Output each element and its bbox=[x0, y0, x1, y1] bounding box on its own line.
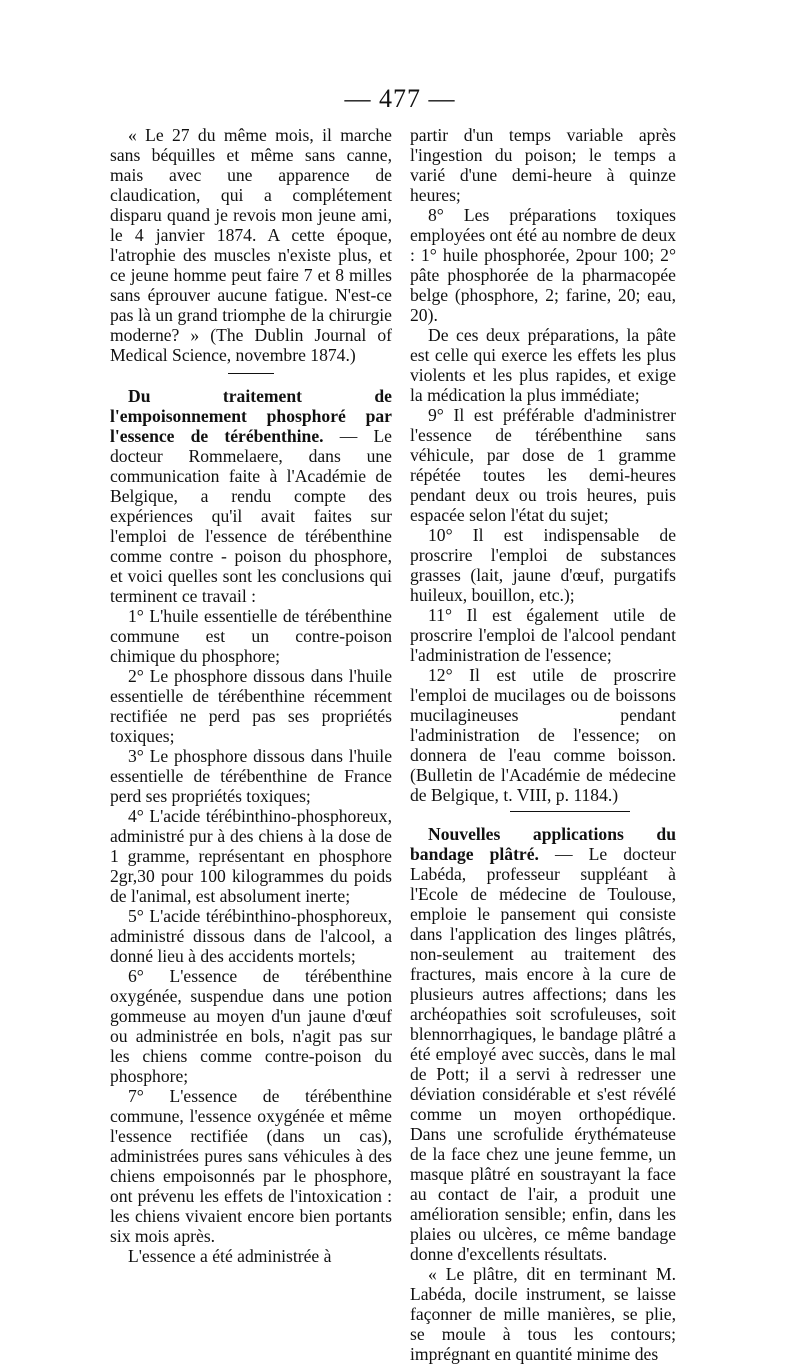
conclusion-item-1: 1° L'huile essentielle de térébenthine commune est un contre-poison chimique du phosphore; bbox=[110, 606, 392, 666]
paragraph-continued: partir d'un temps variable après l'ingestion du poison; le temps a varié d'une demi-heure à quinze heures; bbox=[410, 125, 676, 205]
section-terebenthine bbox=[110, 386, 392, 606]
conclusion-item-11: 11° Il est également utile de proscrire l'emploi de l'alcool pendant l'administration de l'essence; bbox=[410, 605, 676, 665]
conclusion-item-4: 4° L'acide térébinthino-phosphoreux, administré pur à des chiens à la dose de 1 gramme, représentant en phosphore 2gr,30 pour 100 kilogrammes du poids de l'animal, est absolument inerte; bbox=[110, 806, 392, 906]
conclusion-item-5: 5° L'acide térébinthino-phosphoreux, administré dissous dans de l'alcool, a donné lieu à des accidents mortels; bbox=[110, 906, 392, 966]
paragraph-case-report-end: « Le 27 du même mois, il marche sans béquilles et même sans canne, mais avec une apparence de claudication, qui a complétement disparu quand je revois mon jeune ami, le 4 janvier 1874. A cette époque, l'atrophie des muscles n'existe plus, et ce jeune homme peut faire 7 et 8 milles sans éprouver aucune fatigue. N'est-ce pas là un grand triomphe de la chirurgie moderne? » (The Dublin Journal of Medical Science, novembre 1874.) bbox=[110, 125, 392, 365]
section-intro-bandage: — Le docteur Labéda, professeur suppléant à l'Ecole de médecine de Toulouse, emploie le pansement qui consiste dans l'application des linges plâtrés, non-seulement au traitement des fractures, mais encore à la cure de plusieurs autres affections; dans les archéopathies soit scrofuleuses, soit blennorrhagiques, le bandage plâtré a été employé avec succès, dans le mal de Pott; il a servi à redresser une déviation considérable et s'est révélé comme un moyen orthopédique. Dans une scrofulide érythémateuse de la face chez une jeune femme, un masque plâtré en soustrayant la face au contact de l'air, a produit une amélioration sensible; enfin, dans les plaies ou ulcères, ce même bandage donne d'excellents résultats. bbox=[410, 844, 676, 1264]
paragraph-quote-labeda: « Le plâtre, dit en terminant M. Labéda, docile instrument, se laisse façonner de mille manières, se plie, se moule à tous les contours; imprégnant en quantité minime des bbox=[410, 1264, 676, 1364]
section-divider bbox=[228, 373, 274, 374]
conclusion-item-7-continued: L'essence a été administrée à bbox=[128, 1246, 332, 1266]
paragraph-preparations: De ces deux préparations, la pâte est celle qui exerce les effets les plus violents et les plus rapides, et exige la médication la plus immédiate; bbox=[410, 325, 676, 405]
conclusion-item-12: 12° Il est utile de proscrire l'emploi de mucilages ou de boissons mucilagineuses pendant l'administration de l'essence; on donnera de l'eau comme boisson. (Bulletin de l'Académie de médecine de Belgique, t. VIII, p. 1184.) bbox=[410, 665, 676, 805]
section-bandage-platre bbox=[410, 824, 676, 1264]
conclusion-item-7: 7° L'essence de térébenthine commune, l'essence oxygénée et même l'essence rectifiée (dans un cas), administrées pures sans véhicules à des chiens empoisonnés par le phosphore, ont prévenu les effets de l'intoxication : les chiens vivaient encore bien portants six mois après. bbox=[110, 1086, 392, 1246]
conclusion-item-10: 10° Il est indispensable de proscrire l'emploi de substances grasses (lait, jaune d'œuf, purgatifs huileux, bouillon, etc.); bbox=[410, 525, 676, 605]
section-divider bbox=[510, 811, 630, 812]
left-column bbox=[110, 125, 392, 1266]
section-title-terebenthine: Du traitement de l'empoisonnement phosphoré par l'essence de térébenthine. bbox=[110, 386, 392, 446]
conclusion-item-3: 3° Le phosphore dissous dans l'huile essentielle de térébenthine de France perd ses propriétés toxiques; bbox=[110, 746, 392, 806]
section-title-bandage: Nouvelles applications du bandage plâtré. bbox=[410, 824, 676, 864]
conclusion-item-8: 8° Les préparations toxiques employées ont été au nombre de deux : 1° huile phosphorée, 2pour 100; 2° pâte phosphorée de la pharmacopée belge (phosphore, 2; farine, 20; eau, 20). bbox=[410, 205, 676, 325]
section-intro-terebenthine: — Le docteur Rommelaere, dans une communication faite à l'Académie de Belgique, a rendu compte des expériences qu'il avait faites sur l'emploi de l'essence de térébenthine comme contre - poison du phosphore, et voici quelles sont les conclusions qui terminent ce travail : bbox=[110, 426, 392, 606]
right-column bbox=[410, 125, 676, 1364]
conclusion-item-9: 9° Il est préférable d'administrer l'essence de térébenthine sans véhicule, par dose de 1 gramme répétée toutes les demi-heures pendant deux ou trois heures, puis espacée selon l'état du sujet; bbox=[410, 405, 676, 525]
page-number: — 477 — bbox=[344, 84, 456, 113]
conclusion-item-6: 6° L'essence de térébenthine oxygénée, suspendue dans une potion gommeuse au moyen d'un jaune d'œuf ou administrée en bols, n'agit pas sur les chiens comme contre-poison du phosphore; bbox=[110, 966, 392, 1086]
conclusion-item-2: 2° Le phosphore dissous dans l'huile essentielle de térébenthine récemment rectifiée ne perd pas ses propriétés toxiques; bbox=[110, 666, 392, 746]
